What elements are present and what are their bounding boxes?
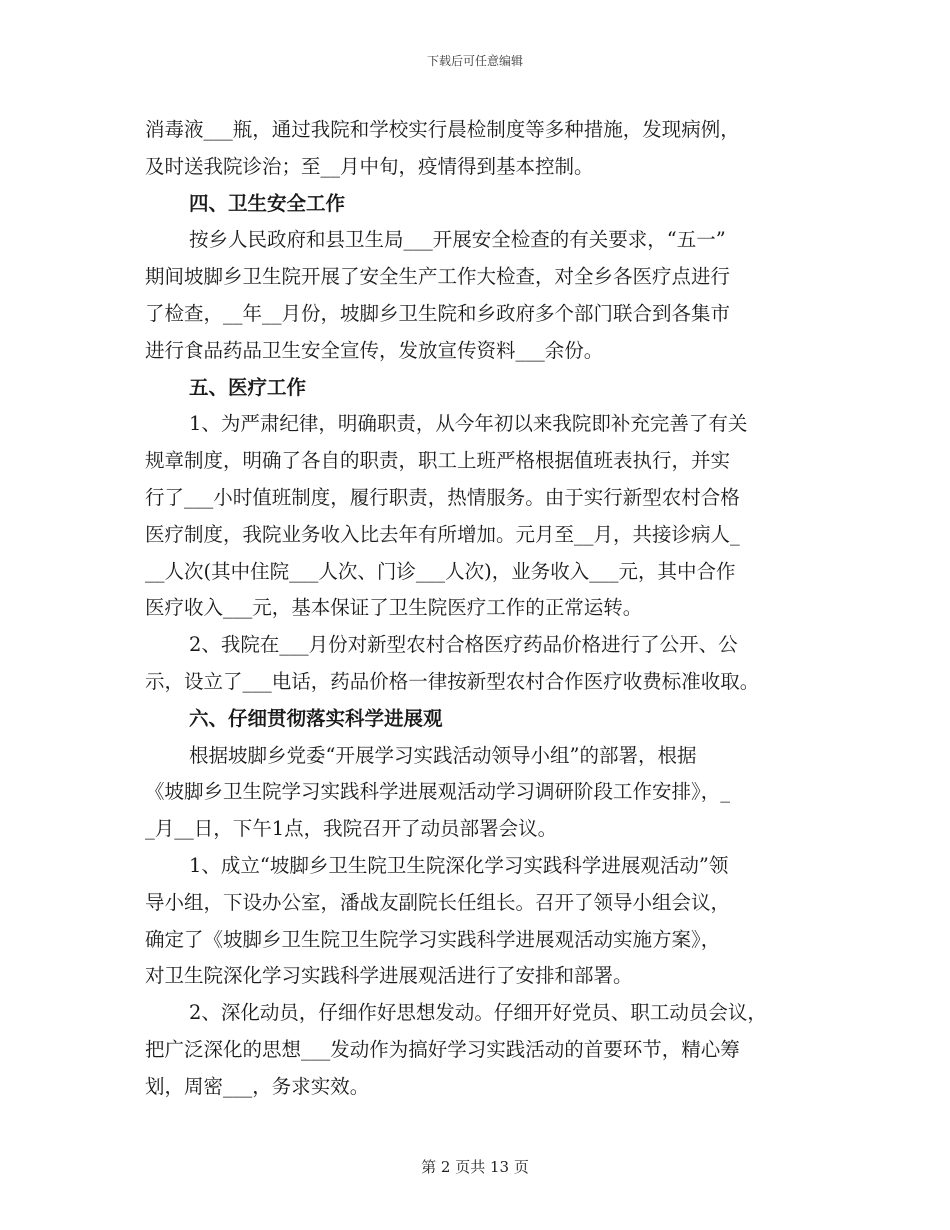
paragraph-line: 按乡人民政府和县卫生局___开展安全检查的有关要求，“五一” <box>189 228 726 252</box>
paragraph-line: 导小组，下设办公室，潘战友副院长任组长。召开了领导小组会议， <box>145 890 731 914</box>
section-heading: 六、仔细贯彻落实科学进展观 <box>189 706 443 730</box>
paragraph-line: 进行食品药品卫生安全宣传，发放宣传资料___余份。 <box>145 338 604 362</box>
paragraph-line: 了检查，__年__月份，坡脚乡卫生院和乡政府多个部门联合到各集市 <box>145 301 731 325</box>
paragraph-line: 1、成立“坡脚乡卫生院卫生院深化学习实践科学进展观活动”领 <box>189 853 729 877</box>
paragraph-line: 根据坡脚乡党委“开展学习实践活动领导小组”的部署，根据 <box>189 743 697 767</box>
section-heading: 五、医疗工作 <box>189 375 307 399</box>
document-body <box>145 112 825 1106</box>
paragraph-line: 对卫生院深化学习实践科学进展观活进行了安排和部署。 <box>145 964 633 988</box>
paragraph-line: _月__日，下午1点，我院召开了动员部署会议。 <box>145 817 558 841</box>
paragraph-line: 确定了《坡脚乡卫生院卫生院学习实践科学进展观活动实施方案》， <box>145 927 721 951</box>
paragraph-line: 消毒液___瓶，通过我院和学校实行晨检制度等多种措施，发现病例， <box>145 118 740 141</box>
page-footer: 第 2 页共 13 页 <box>421 1158 529 1176</box>
paragraph-line: 把广泛深化的思想___发动作为搞好学习实践活动的首要环节，精心筹 <box>145 1037 740 1061</box>
paragraph-line: __人次(其中住院___人次、门诊___人次)，业务收入___元，其中合作 <box>145 559 736 583</box>
paragraph-line: 规章制度，明确了各自的职责，职工上班严格根据值班表执行，并实 <box>145 449 731 473</box>
paragraph-line: 《坡脚乡卫生院学习实践科学进展观活动学习调研阶段工作安排》，_ <box>145 780 731 804</box>
paragraph-line: 期间坡脚乡卫生院开展了安全生产工作大检查，对全乡各医疗点进行 <box>145 265 731 289</box>
page-header: 下载后可任意编辑 <box>426 54 523 68</box>
paragraph-line: 医疗收入___元，基本保证了卫生院医疗工作的正常运转。 <box>145 596 643 620</box>
paragraph-line: 行了___小时值班制度，履行职责，热情服务。由于实行新型农村合格 <box>145 485 740 509</box>
paragraph-line: 及时送我院诊治；至__月中旬，疫情得到基本控制。 <box>145 154 594 178</box>
paragraph-line: 划，周密___，务求实效。 <box>145 1074 370 1098</box>
section-heading: 四、卫生安全工作 <box>189 191 346 215</box>
paragraph-line: 1、为严肃纪律，明确职责，从今年初以来我院即补充完善了有关 <box>189 412 748 436</box>
paragraph-line: 示，设立了___电话，药品价格一律按新型农村合作医疗收费标准收取。 <box>145 669 760 693</box>
paragraph-line: 2、我院在___月份对新型农村合格医疗药品价格进行了公开、公 <box>189 633 738 657</box>
paragraph-line: 2、深化动员，仔细作好思想发动。仔细开好党员、职工动员会议， <box>189 1001 767 1025</box>
paragraph-line: 医疗制度，我院业务收入比去年有所增加。元月至__月，共接诊病人_ <box>145 522 740 546</box>
